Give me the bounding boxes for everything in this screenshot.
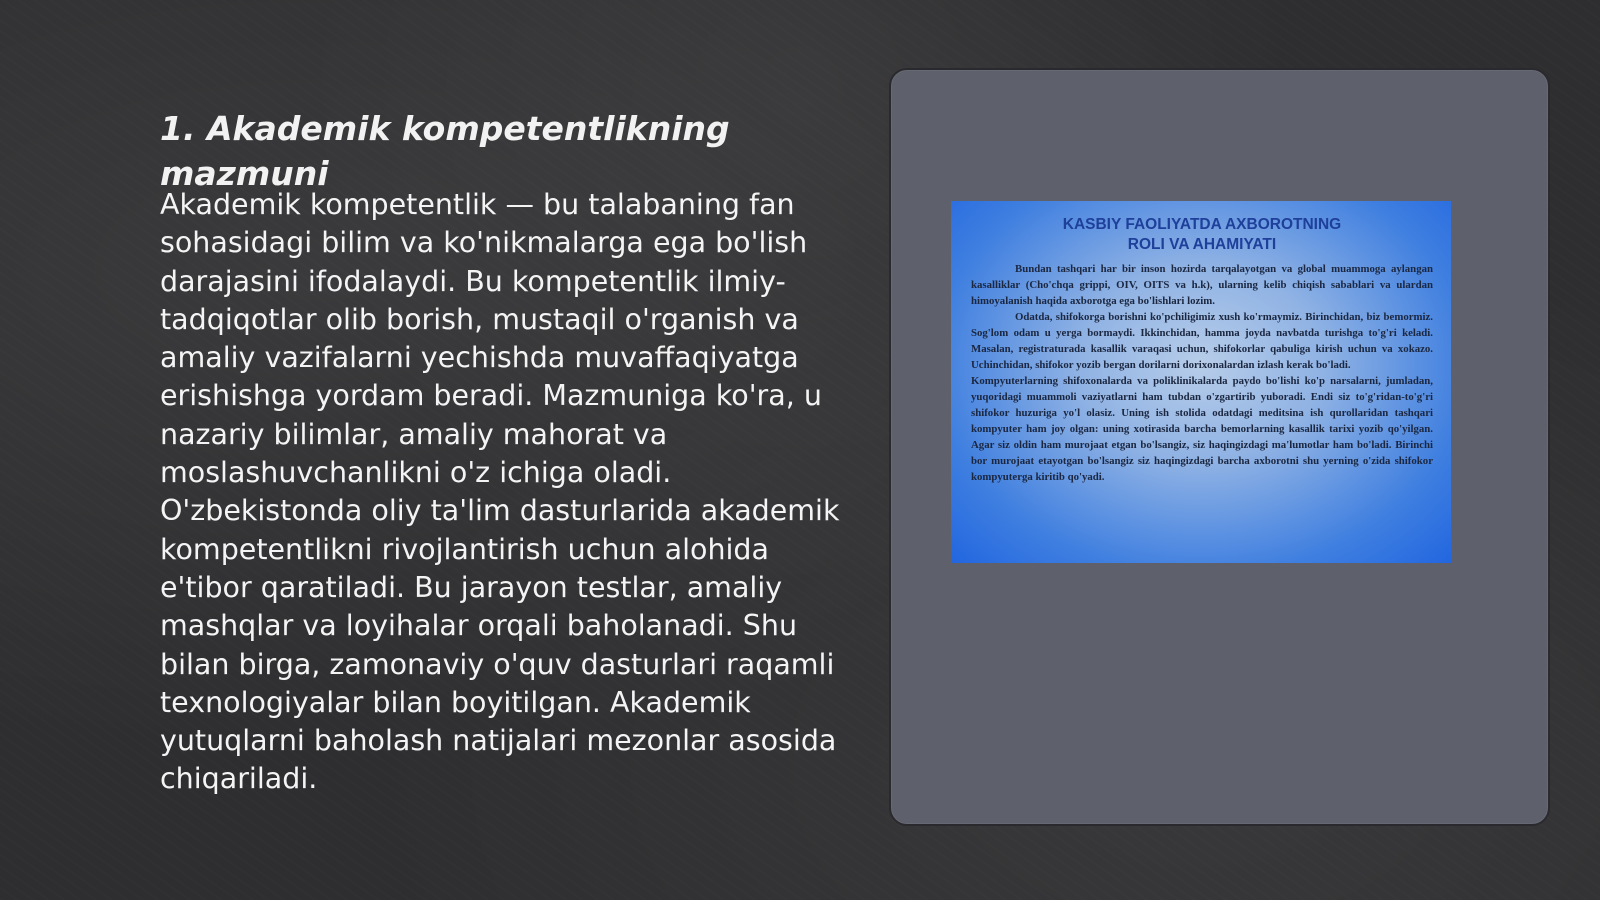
image-panel (889, 68, 1550, 826)
document-heading-line1: KASBIY FAOLIYATDA AXBOROTNING (1062, 216, 1342, 233)
document-paragraph-2: Odatda, shifokorga borishni ko'pchiligimiz xush ko'rmaymiz. Birinchidan, biz bemormiz. Sog'lom odam u yerga bormaydi. Ikkinchidan, hamma joyda navbatda turishga to'g'ri keladi. Masalan, registraturada kasallik varaqasi uchun, shifokorlar qabuliga kirish uchun va xokazo. Uchinchidan, shifokor yozib bergan dorilarni dorixonalardan izlash kerak bo'ladi. (971, 311, 1433, 371)
document-heading-line2: ROLI VA AHAMIYATI (1127, 236, 1277, 253)
document-paragraph-3: Kompyuterlarning shifoxonalarda va poliklinikalarda paydo bo'lishi ko'p narsalarni, jumladan, yuqoridagi muammoli vaziyatlarni ham tubdan o'zgartirib yuboradi. Endi siz to'g'ridan-to'g'ri shifokor huzuriga yo'l olasiz. Uning ish stolida odatdagi meditsina ish qurollaridan tashqari kompyuter ham joy olgan: uning xotirasida barcha bemorlarning kasallik tarixi yozib qo'yilgan. Agar siz oldin ham murojaat etgan bo'lsangiz, siz haqingizdagi ma'lumotlar ham bo'ladi. Birinchi bor murojaat etayotgan bo'lsangiz siz haqingizdagi barcha axborotni shu yerning o'zida shifokor kompyuterga kiritib qo'yadi. (971, 375, 1433, 483)
document-paragraph-1: Bundan tashqari har bir inson hozirda tarqalayotgan va global muammoga aylangan kasalliklar (Cho'chqa grippi, OIV, OITS va h.k), ularning kelib chiqish sabablari va ulardan himoyalanish haqida axborotga ega bo'lishlari lozim. (971, 263, 1433, 307)
document-scan-image (951, 201, 1451, 563)
document-heading (971, 215, 1433, 255)
slide-body-text: Akademik kompetentlik — bu talabaning fan sohasidagi bilim va ko'nikmalarga ega bo'lish darajasini ifodalaydi. Bu kompetentlik ilmiy-tadqiqotlar olib borish, mustaqil o'rganish va amaliy vazifalarni yechishda muvaffaqiyatga erishishga yordam beradi. Mazmuniga ko'ra, u nazariy bilimlar, amaliy mahorat va moslashuvchanlikni o'z ichiga oladi. O'zbekistonda oliy ta'lim dasturlarida akademik kompetentlikni rivojlantirish uchun alohida e'tibor qaratiladi. Bu jarayon testlar, amaliy mashqlar va loyihalar orqali baholanadi. Shu bilan birga, zamonaviy o'quv dasturlari raqamli texnologiyalar bilan boyitilgan. Akademik yutuqlarni baholash natijalari mezonlar asosida chiqariladi. (160, 188, 840, 796)
slide-title: 1. Akademik kompetentlikning mazmuni (160, 109, 730, 193)
